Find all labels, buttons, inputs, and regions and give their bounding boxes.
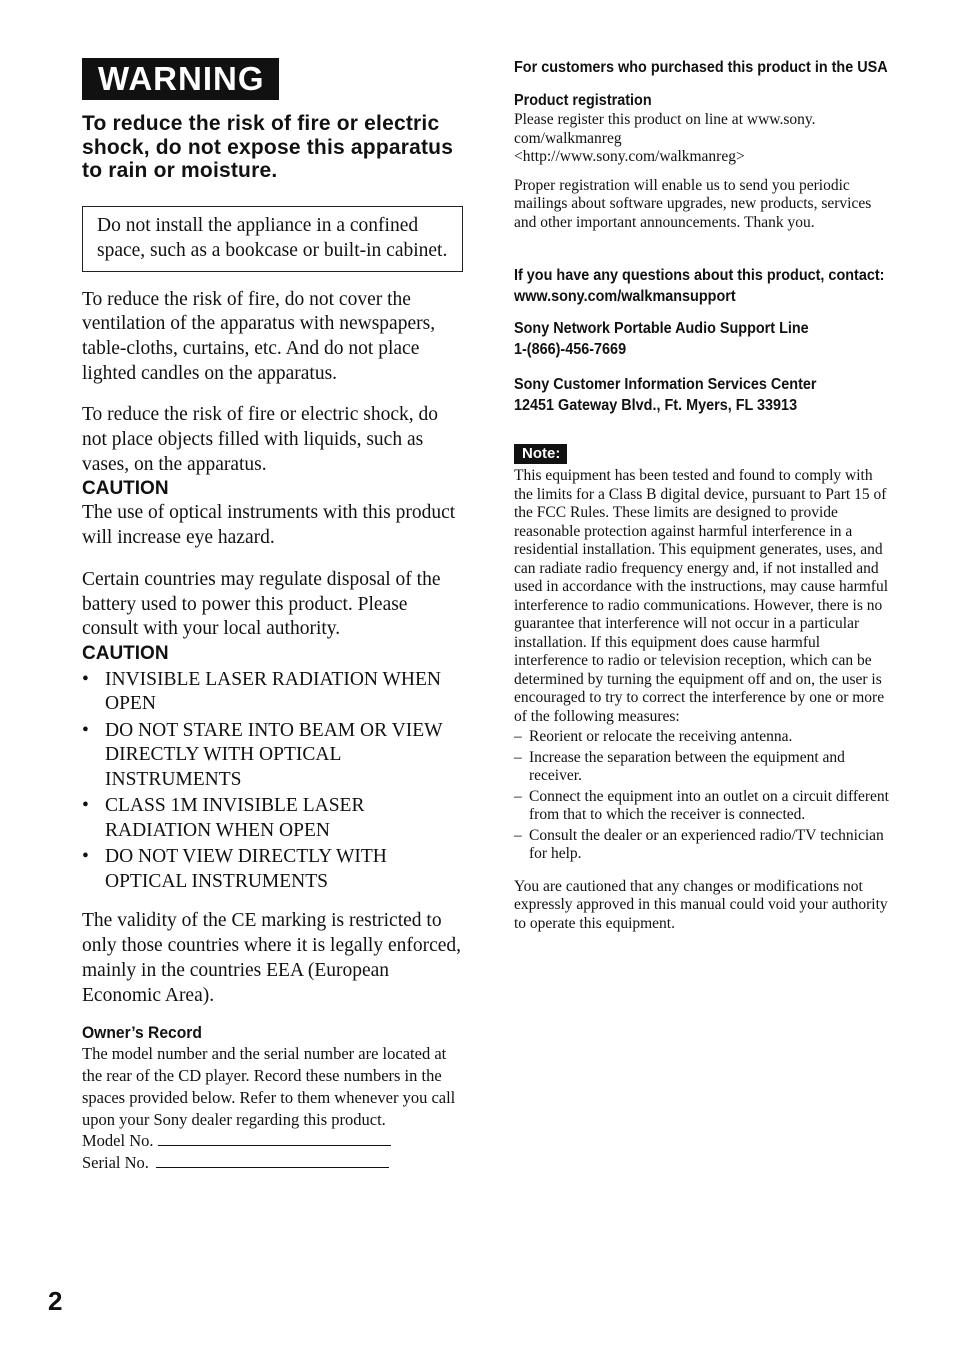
serial-number-label: Serial No. xyxy=(82,1153,149,1173)
support-url: www.sony.com/walkmansupport xyxy=(514,287,736,305)
list-item xyxy=(514,728,892,747)
questions-heading: If you have any questions about this product, contact: xyxy=(514,267,885,284)
product-registration-heading: Product registration xyxy=(514,91,652,109)
bullet-icon: • xyxy=(82,719,89,741)
service-center-name: Sony Customer Information Services Center xyxy=(514,376,817,393)
list-item-text: DO NOT VIEW DIRECTLY WITH OPTICAL INSTRUMENTS xyxy=(105,846,387,892)
installation-notice-box: Do not install the appliance in a confined space, such as a bookcase or built-in cabinet. xyxy=(82,206,463,272)
list-item xyxy=(82,845,463,894)
dash-icon: – xyxy=(514,826,522,844)
list-item xyxy=(514,827,892,864)
list-item xyxy=(82,668,463,717)
bullet-icon: • xyxy=(82,795,89,817)
modifications-warning: You are cautioned that any changes or modifications not expressly approved in this manual could void your authority to operate this equipment. xyxy=(514,877,888,932)
list-item-text: INVISIBLE LASER RADIATION WHEN OPEN xyxy=(105,668,441,715)
dash-icon: – xyxy=(514,748,522,766)
optical-caution-text: The use of optical instruments with this product will increase eye hazard. xyxy=(82,502,456,549)
caution-heading-laser: CAUTION xyxy=(82,642,169,664)
interference-measures-list xyxy=(514,728,892,864)
list-item xyxy=(514,788,892,825)
right-column xyxy=(514,58,892,933)
left-column xyxy=(82,58,463,1174)
list-item xyxy=(82,719,463,793)
note-badge: Note: xyxy=(514,444,567,464)
ventilation-paragraph: To reduce the risk of fire, do not cover the ventilation of the apparatus with newspapers, table-cloths, curtains, etc. And do not place lighted candles on the apparatus. xyxy=(82,288,436,384)
dash-icon: – xyxy=(514,787,522,805)
liquids-paragraph: To reduce the risk of fire or electric shock, do not place objects filled with liquids, such as vases, on the apparatus. xyxy=(82,404,438,475)
registration-line-2: com/walkmanreg xyxy=(514,129,622,147)
list-item-text: Reorient or relocate the receiving antenna. xyxy=(529,728,793,745)
owners-record-heading: Owner’s Record xyxy=(82,1023,202,1043)
caution-heading-optical: CAUTION xyxy=(82,478,169,500)
model-number-blank xyxy=(158,1131,391,1146)
model-number-row xyxy=(82,1130,463,1152)
dash-icon: – xyxy=(514,728,522,745)
model-number-label: Model No. xyxy=(82,1131,154,1151)
usa-customers-heading: For customers who purchased this product in the USA xyxy=(514,59,888,76)
laser-caution-list xyxy=(82,668,463,895)
ce-marking-paragraph: The validity of the CE marking is restricted to only those countries where it is legally enforced, mainly in the countries EEA (European Economic Area). xyxy=(82,910,462,1006)
support-line-phone: 1-(866)-456-7669 xyxy=(514,340,627,358)
support-line-name: Sony Network Portable Audio Support Line xyxy=(514,320,809,337)
serial-number-blank xyxy=(156,1153,389,1168)
warning-headline: To reduce the risk of fire or electric shock, do not expose this apparatus to rain or moisture. xyxy=(82,112,454,182)
list-item-text: DO NOT STARE INTO BEAM OR VIEW DIRECTLY WITH OPTICAL INSTRUMENTS xyxy=(105,719,443,790)
bullet-icon: • xyxy=(82,668,89,690)
list-item-text: Connect the equipment into an outlet on a circuit different from that to which the receiver is connected. xyxy=(529,787,889,823)
battery-disposal-paragraph: Certain countries may regulate disposal of the battery used to power this product. Please consult with your local authority. xyxy=(82,568,441,640)
owners-record-text: The model number and the serial number are located at the rear of the CD player. Record these numbers in the spaces provided below. Refer to them whenever you call upon your Sony dealer regarding this product. xyxy=(82,1044,456,1129)
fcc-compliance-text: This equipment has been tested and found to comply with the limits for a Class B digital device, pursuant to Part 15 of the FCC Rules. These limits are designed to provide reasonable protection against harmful interference in a residential installation. This equipment generates, uses, and can radiate radio frequency energy and, if not installed and used in accordance with the instructions, may cause harmful interference to radio communications. However, there is no guarantee that interference will not occur in a particular installation. If this equipment does cause harmful interference to radio or television reception, which can be determined by turning the equipment off and on, the user is encouraged to try to correct the interference by one or more of the following measures: xyxy=(514,467,889,725)
registration-benefits-text: Proper registration will enable us to send you periodic mailings about software upgrades, new products, services and other important announcements. Thank you. xyxy=(514,176,872,231)
note-badge-row xyxy=(514,444,892,464)
service-center-address: 12451 Gateway Blvd., Ft. Myers, FL 33913 xyxy=(514,396,798,414)
warning-badge: WARNING xyxy=(82,58,279,100)
list-item-text: CLASS 1M INVISIBLE LASER RADIATION WHEN OPEN xyxy=(105,795,365,841)
list-item-text: Increase the separation between the equipment and receiver. xyxy=(529,748,845,784)
page-number: 2 xyxy=(48,1286,63,1316)
registration-line-1: Please register this product on line at www.sony. xyxy=(514,111,816,128)
list-item xyxy=(514,749,892,786)
list-item xyxy=(82,794,463,843)
bullet-icon: • xyxy=(82,846,89,868)
serial-number-row xyxy=(82,1152,463,1174)
registration-url-line: <http://www.sony.com/walkmanreg> xyxy=(514,148,745,165)
list-item-text: Consult the dealer or an experienced radio/TV technician for help. xyxy=(529,826,884,862)
